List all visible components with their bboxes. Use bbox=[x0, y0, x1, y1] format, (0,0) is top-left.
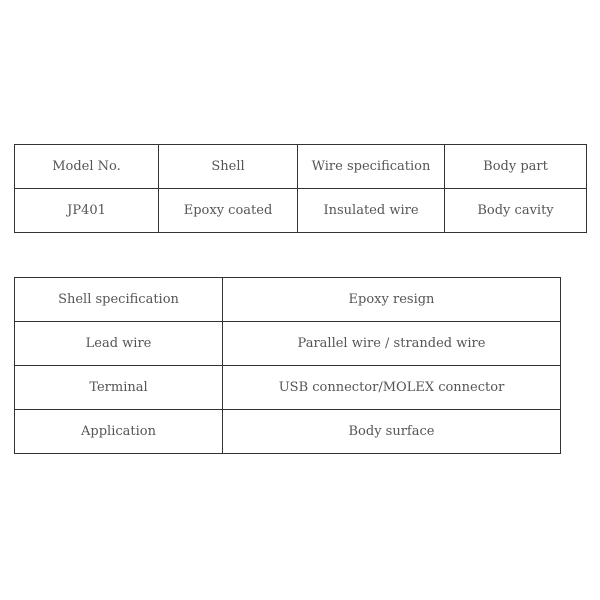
table-row bbox=[15, 278, 561, 322]
header-model-no: Model No. bbox=[15, 145, 159, 189]
header-shell: Shell bbox=[159, 145, 298, 189]
label-terminal: Terminal bbox=[15, 366, 223, 410]
detail-spec-table bbox=[14, 277, 561, 454]
value-lead-wire: Parallel wire / stranded wire bbox=[223, 322, 561, 366]
table-row bbox=[15, 366, 561, 410]
cell-body-part: Body cavity bbox=[445, 189, 587, 233]
value-application: Body surface bbox=[223, 410, 561, 454]
table-header-row bbox=[15, 145, 587, 189]
table-row bbox=[15, 189, 587, 233]
value-terminal: USB connector/MOLEX connector bbox=[223, 366, 561, 410]
model-spec-table bbox=[14, 144, 587, 233]
header-body-part: Body part bbox=[445, 145, 587, 189]
label-lead-wire: Lead wire bbox=[15, 322, 223, 366]
table-row bbox=[15, 322, 561, 366]
label-shell-specification: Shell specification bbox=[15, 278, 223, 322]
label-application: Application bbox=[15, 410, 223, 454]
cell-model-no: JP401 bbox=[15, 189, 159, 233]
cell-shell: Epoxy coated bbox=[159, 189, 298, 233]
table-row bbox=[15, 410, 561, 454]
cell-wire-specification: Insulated wire bbox=[298, 189, 445, 233]
header-wire-specification: Wire specification bbox=[298, 145, 445, 189]
value-shell-specification: Epoxy resign bbox=[223, 278, 561, 322]
